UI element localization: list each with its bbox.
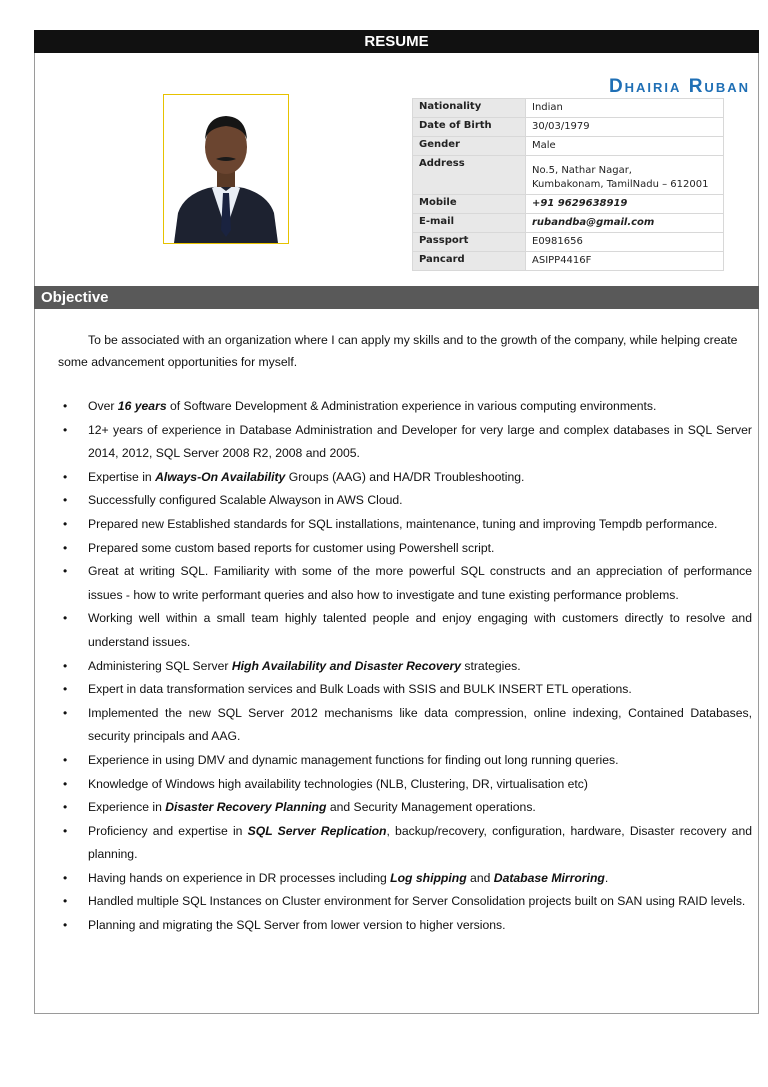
list-item: • Experience in Disaster Recovery Planning and Security Management operations. (60, 796, 752, 820)
resume-title: RESUME (364, 33, 429, 50)
person-photo-icon (164, 95, 288, 243)
detail-value: Male (526, 137, 724, 156)
detail-row (413, 118, 724, 137)
experience-bullet-list (60, 395, 752, 938)
detail-row (413, 195, 724, 214)
detail-value: rubandba@gmail.com (526, 214, 724, 233)
objective-heading-bar (34, 286, 759, 309)
list-item: • Handled multiple SQL Instances on Cluster environment for Server Consolidation projects built on SAN using RAID levels. (60, 890, 752, 914)
candidate-name: Dhairia Ruban (608, 76, 750, 97)
detail-label: Nationality (413, 99, 526, 118)
detail-value: +91 9629638919 (526, 195, 724, 214)
address-line-2: Kumbakonam, TamilNadu – 612001 (532, 179, 709, 190)
detail-label: Gender (413, 137, 526, 156)
profile-photo (163, 94, 289, 244)
detail-row (413, 252, 724, 271)
detail-row (413, 99, 724, 118)
list-item: • Successfully configured Scalable Alwayson in AWS Cloud. (60, 489, 752, 513)
detail-row (413, 233, 724, 252)
detail-label: Address (413, 156, 526, 195)
list-item: • Expert in data transformation services and Bulk Loads with SSIS and BULK INSERT ETL operations. (60, 678, 752, 702)
address-line-1: No.5, Nathar Nagar, (532, 165, 632, 176)
list-item: • Having hands on experience in DR processes including Log shipping and Database Mirroring. (60, 867, 752, 891)
list-item: • Planning and migrating the SQL Server from lower version to higher versions. (60, 914, 752, 938)
list-item: • Prepared some custom based reports for customer using Powershell script. (60, 537, 752, 561)
detail-value: 30/03/1979 (526, 118, 724, 137)
detail-label: Date of Birth (413, 118, 526, 137)
detail-value: ASIPP4416F (526, 252, 724, 271)
resume-title-bar (34, 30, 759, 53)
detail-row (413, 137, 724, 156)
detail-value (526, 156, 724, 195)
detail-label: E-mail (413, 214, 526, 233)
detail-row (413, 214, 724, 233)
detail-label: Pancard (413, 252, 526, 271)
detail-row (413, 156, 724, 195)
list-item: • Implemented the new SQL Server 2012 mechanisms like data compression, online indexing, Contained Databases, security principals and AAG. (60, 702, 752, 749)
detail-label: Passport (413, 233, 526, 252)
list-item: • Working well within a small team highly talented people and enjoy engaging with customers directly to resolve and understand issues. (60, 607, 752, 654)
list-item: • Over 16 years of Software Development & Administration experience in various computing environments. (60, 395, 752, 419)
list-item: • Administering SQL Server High Availability and Disaster Recovery strategies. (60, 655, 752, 679)
list-item: • Experience in using DMV and dynamic management functions for finding out long running queries. (60, 749, 752, 773)
list-item: • Prepared new Established standards for SQL installations, maintenance, tuning and improving Tempdb performance. (60, 513, 752, 537)
detail-value: E0981656 (526, 233, 724, 252)
objective-intro: To be associated with an organization where I can apply my skills and to the growth of the company, while helping create some advancement opportunities for myself. (58, 333, 738, 369)
detail-value: Indian (526, 99, 724, 118)
personal-details-table (412, 98, 724, 271)
list-item: • Great at writing SQL. Familiarity with some of the more powerful SQL constructs and an appreciation of performance issues - how to write performant queries and also how to investigate and tune existing performance problems. (60, 560, 752, 607)
objective-heading: Objective (41, 289, 109, 306)
list-item: • 12+ years of experience in Database Administration and Developer for very large and complex databases in SQL Server 2014, 2012, SQL Server 2008 R2, 2008 and 2005. (60, 419, 752, 466)
list-item: • Proficiency and expertise in SQL Server Replication, backup/recovery, configuration, hardware, Disaster recovery and planning. (60, 820, 752, 867)
list-item: • Knowledge of Windows high availability technologies (NLB, Clustering, DR, virtualisation etc) (60, 773, 752, 797)
list-item: • Expertise in Always-On Availability Groups (AAG) and HA/DR Troubleshooting. (60, 466, 752, 490)
detail-label: Mobile (413, 195, 526, 214)
